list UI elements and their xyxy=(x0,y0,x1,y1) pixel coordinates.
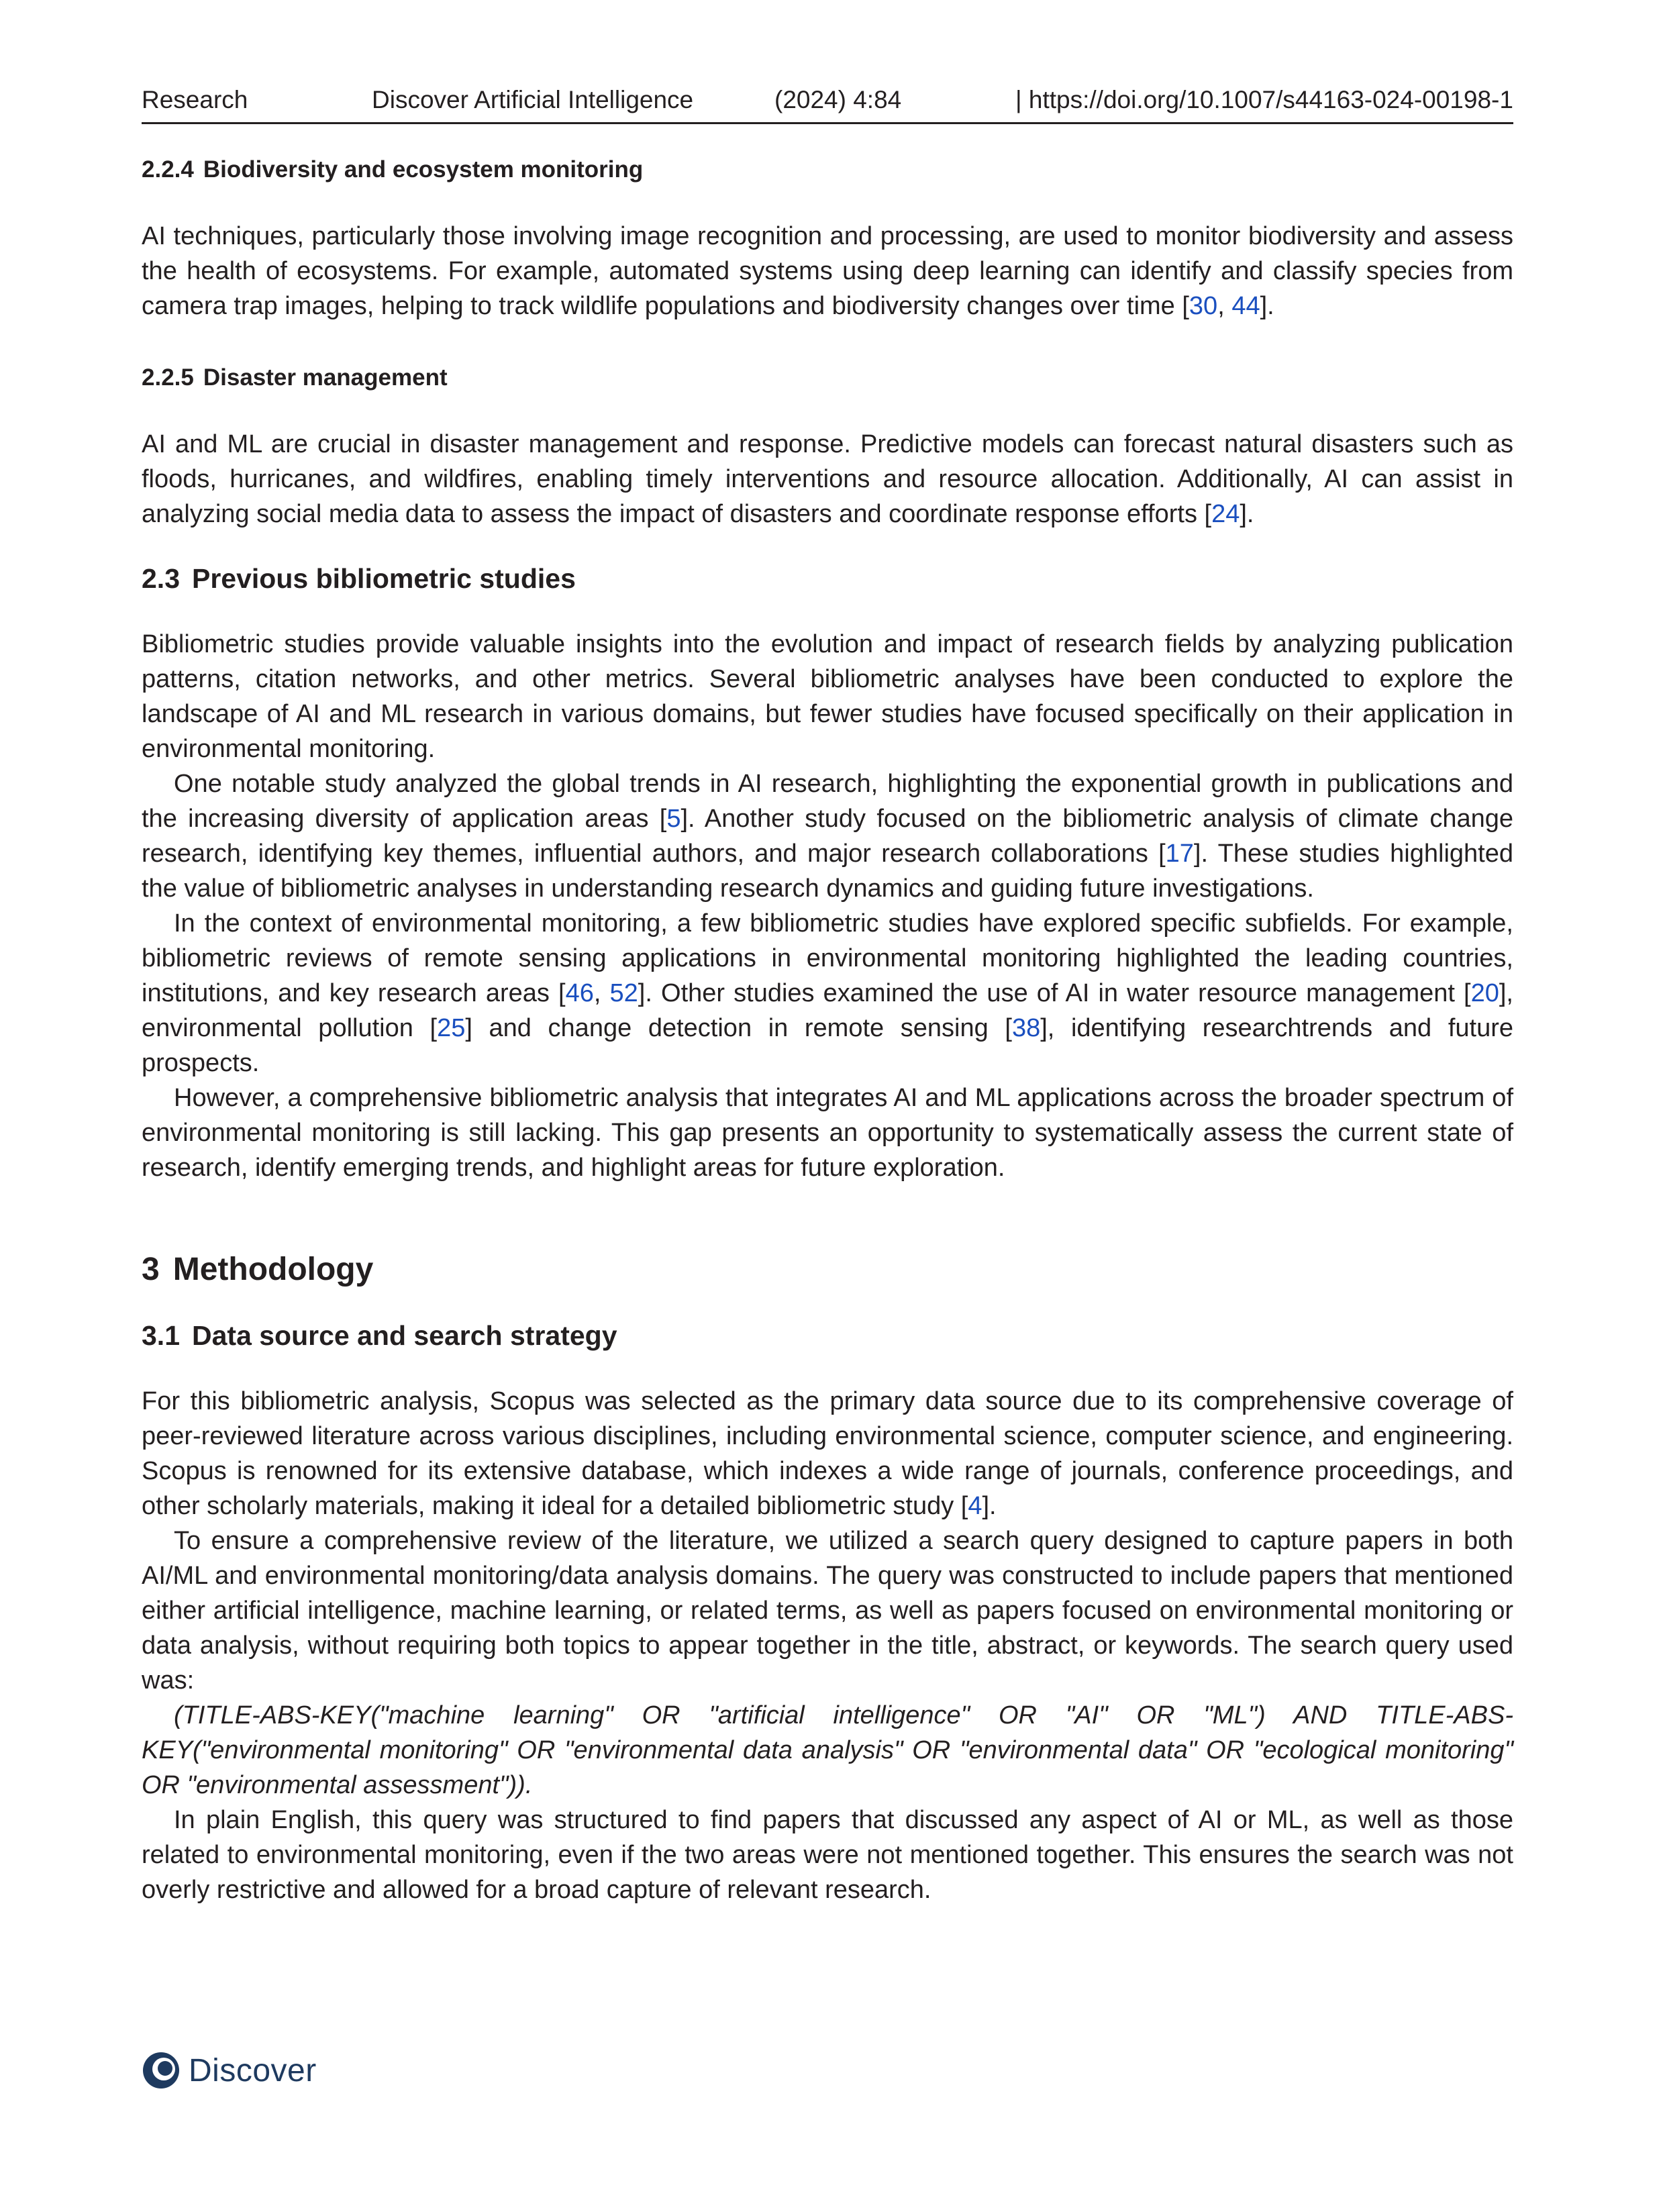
paragraph: However, a comprehensive bibliometric analysis that integrates AI and ML applications across the broader spectrum of environmental monitoring is still lacking. This gap presents an opportunity to systematically assess the current state of research, identify emerging trends, and highlight areas for future exploration. xyxy=(142,1084,1513,1182)
section-heading-3-1 xyxy=(142,1317,1513,1354)
doi-link[interactable]: | https://doi.org/10.1007/s44163-024-00198-1 xyxy=(1015,86,1513,113)
journal-name: Discover Artificial Intelligence xyxy=(372,86,694,113)
paragraph-text: ]. Another study focused on the bibliometric analysis of climate change research, identifying key themes, influential authors, and major research collaborations [ xyxy=(142,805,1513,868)
year-issue: (2024) 4:84 xyxy=(774,86,902,113)
footer-logo xyxy=(142,2047,317,2094)
section-number: 2.3 xyxy=(142,563,180,594)
paragraph-text: ]. Other studies examined the use of AI in water resource management [ xyxy=(638,979,1471,1007)
paragraph xyxy=(142,766,1513,906)
paragraph xyxy=(142,1384,1513,1523)
citation-link[interactable]: 38 xyxy=(1011,1014,1041,1042)
paragraph-text: One notable study analyzed the global trends in AI research, highlighting the exponential growth in publications and the increasing diversity of application areas [ xyxy=(142,770,1513,833)
paragraph: Bibliometric studies provide valuable insights into the evolution and impact of research fields by analyzing publication patterns, citation networks, and other metrics. Several bibliometric analyses have been conducted to explore the landscape of AI and ML research in various domains, but fewer studies have focused specifically on their application in environmental monitoring. xyxy=(142,630,1513,763)
paragraph-text: , xyxy=(1217,292,1232,320)
citation-link[interactable]: 24 xyxy=(1211,500,1240,528)
citation-link[interactable]: 17 xyxy=(1165,840,1194,868)
section-number: 2.2.5 xyxy=(142,364,194,391)
page-body xyxy=(142,153,1513,1907)
search-query: (TITLE-ABS-KEY("machine learning" OR "artificial intelligence" OR "AI" OR "ML") AND TITLE-ABS-KEY("environmental monitoring" OR "environmental data analysis" OR "environmental data" OR "ecological monitoring" OR "environmental assessment")). xyxy=(142,1701,1513,1799)
citation-link[interactable]: 25 xyxy=(437,1014,466,1042)
paragraph-text: ]. These studies highlighted the value of bibliometric analyses in understanding research dynamics and guiding future investigations. xyxy=(142,840,1513,903)
citation-link[interactable]: 20 xyxy=(1470,979,1499,1007)
paragraph-text: AI techniques, particularly those involving image recognition and processing, are used to monitor biodiversity and assess the health of ecosystems. For example, automated systems using deep learning can identify and classify species from camera trap images, helping to track wildlife populations and biodiversity changes over time [ xyxy=(142,222,1513,320)
section-heading-3 xyxy=(142,1248,1513,1291)
paragraph-text: AI and ML are crucial in disaster management and response. Predictive models can forecast natural disasters such as floods, hurricanes, and wildfires, enabling timely interventions and resource allocation. Additionally, AI can assist in analyzing social media data to assess the impact of disasters and coordinate response efforts [ xyxy=(142,430,1513,528)
citation-link[interactable]: 46 xyxy=(565,979,594,1007)
paragraph xyxy=(142,219,1513,323)
paragraph-text: ] and change detection in remote sensing [ xyxy=(465,1014,1012,1042)
section-heading-2-2-4 xyxy=(142,153,1513,187)
citation-link[interactable]: 4 xyxy=(968,1492,982,1520)
paragraph: In plain English, this query was structured to find papers that discussed any aspect of AI or ML, as well as those related to environmental monitoring, even if the two areas were not mentioned together. This ensures the search was not overly restrictive and allowed for a broad capture of relevant research. xyxy=(142,1806,1513,1904)
section-heading-2-3 xyxy=(142,560,1513,597)
section-title: Data source and search strategy xyxy=(192,1320,617,1351)
citation-link[interactable]: 44 xyxy=(1231,292,1260,320)
paragraph xyxy=(142,906,1513,1080)
section-title: Disaster management xyxy=(203,364,448,391)
running-header xyxy=(142,86,1513,121)
header-divider xyxy=(142,122,1513,124)
paragraph-text: ]. xyxy=(1240,500,1254,528)
discover-logo-icon xyxy=(142,2051,181,2090)
paragraph-text: , xyxy=(593,979,610,1007)
paragraph-text: ]. xyxy=(1260,292,1274,320)
paragraph: To ensure a comprehensive review of the literature, we utilized a search query designed to capture papers in both AI/ML and environmental monitoring/data analysis domains. The query was constructed to include papers that mentioned either artificial intelligence, machine learning, or related terms, as well as papers focused on environmental monitoring or data analysis, without requiring both topics to appear together in the title, abstract, or keywords. The search query used was: xyxy=(142,1527,1513,1695)
section-number: 3 xyxy=(142,1252,160,1287)
section-heading-2-2-5 xyxy=(142,361,1513,395)
brand-name: Discover xyxy=(189,2052,317,2089)
paragraph xyxy=(142,427,1513,532)
section-title: Previous bibliometric studies xyxy=(192,563,576,594)
paragraph-text: ], environmental pollution [ xyxy=(142,979,1513,1042)
section-number: 2.2.4 xyxy=(142,156,194,183)
paragraph-text: For this bibliometric analysis, Scopus was selected as the primary data source due to its comprehensive coverage of peer-reviewed literature across various disciplines, including environmental science, computer science, and engineering. Scopus is renowned for its extensive database, which indexes a wide range of journals, conference proceedings, and other scholarly materials, making it ideal for a detailed bibliometric study [ xyxy=(142,1387,1513,1520)
paragraph-text: ], identifying researchtrends and future prospects. xyxy=(142,1014,1513,1077)
section-title: Biodiversity and ecosystem monitoring xyxy=(203,156,644,183)
section-number: 3.1 xyxy=(142,1320,180,1351)
citation-link[interactable]: 30 xyxy=(1189,292,1218,320)
article-type: Research xyxy=(142,86,248,113)
citation-link[interactable]: 5 xyxy=(666,805,681,833)
citation-link[interactable]: 52 xyxy=(609,979,638,1007)
paragraph-text: In the context of environmental monitoring, a few bibliometric studies have explored specific subfields. For example, bibliometric reviews of remote sensing applications in environmental monitoring highlighted the leading countries, institutions, and key research areas [ xyxy=(142,909,1513,1007)
paragraph-text: ]. xyxy=(982,1492,997,1520)
section-title: Methodology xyxy=(172,1252,374,1287)
